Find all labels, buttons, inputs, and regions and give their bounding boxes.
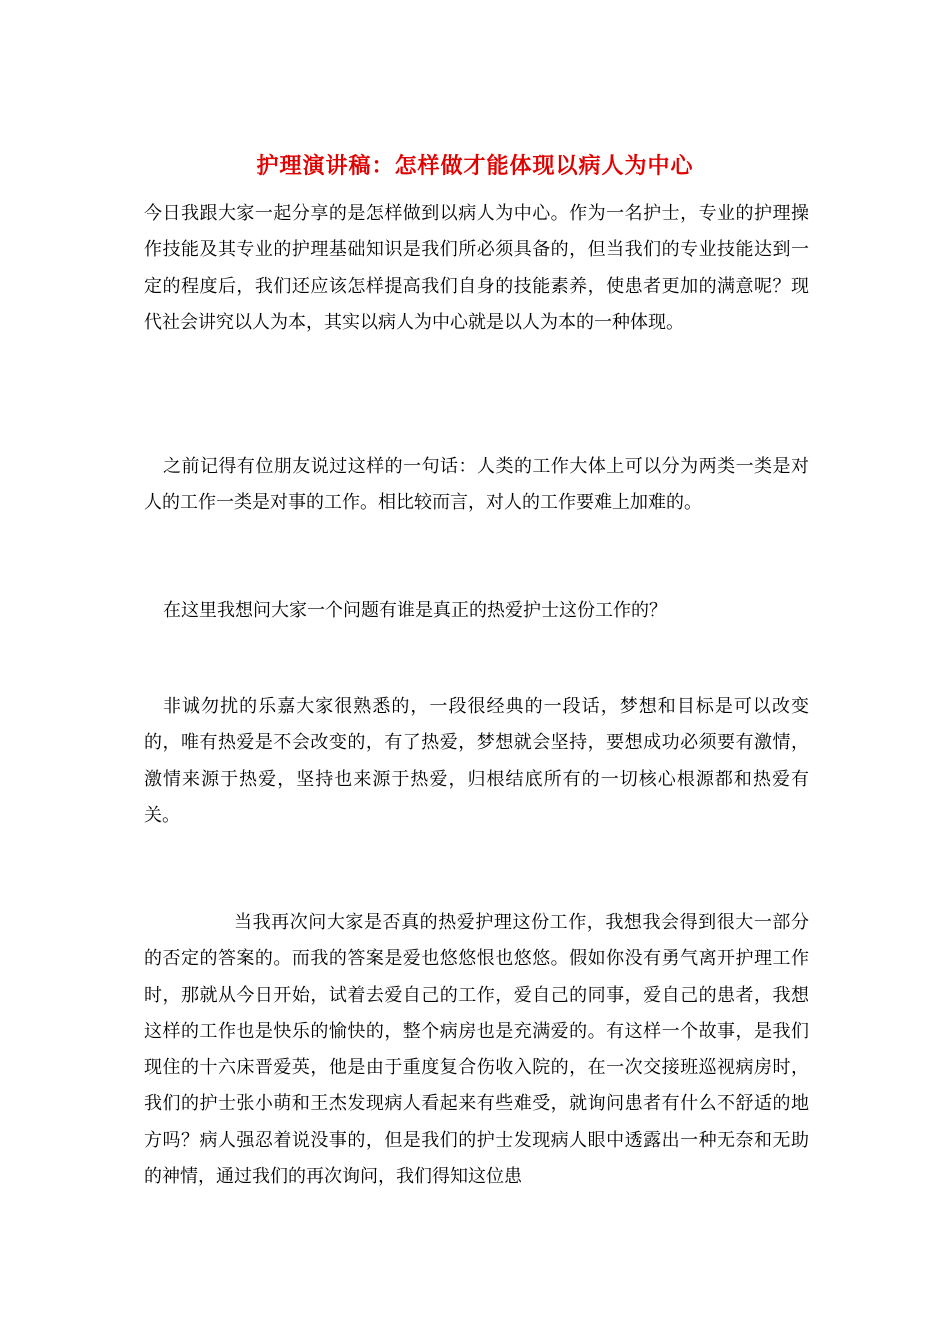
paragraph-4: 非诚勿扰的乐嘉大家很熟悉的，一段很经典的一段话，梦想和目标是可以改变的，唯有热爱是不会改变的，有了热爱，梦想就会坚持，要想成功必须要有激情，激情来源于热爱，坚持也来源于热爱，归根结底所有的一切核心根源都和热爱有关。	[144, 696, 809, 826]
document-title: 护理演讲稿：怎样做才能体现以病人为中心	[256, 153, 694, 179]
paragraph-5: 当我再次问大家是否真的热爱护理这份工作，我想我会得到很大一部分的否定的答案的。而我的答案是爱也悠悠恨也悠悠。假如你没有勇气离开护理工作时，那就从今日开始，试着去爱自己的工作，爱自己的同事，爱自己的患者，我想这样的工作也是快乐的愉快的，整个病房也是充满爱的。有这样一个故事，是我们现住的十六床晋爱英，他是由于重度复合伤收入院的，在一次交接班巡视病房时，我们的护士张小萌和王杰发现病人看起来有些难受，就询问患者有什么不舒适的地方吗？病人强忍着说没事的，但是我们的护士发现病人眼中透露出一种无奈和无助的神情，通过我们的再次询问，我们得知这位患	[144, 912, 809, 1188]
paragraph-3: 在这里我想问大家一个问题有谁是真正的热爱护士这份工作的？	[163, 600, 667, 621]
paragraph-1: 今日我跟大家一起分享的是怎样做到以病人为中心。作为一名护士，专业的护理操作技能及其专业的护理基础知识是我们所必须具备的，但当我们的专业技能达到一定的程度后，我们还应该怎样提高我们自身的技能素养，使患者更加的满意呢？现代社会讲究以人为本，其实以病人为中心就是以人为本的一种体现。	[144, 203, 809, 333]
paragraph-2: 之前记得有位朋友说过这样的一句话：人类的工作大体上可以分为两类一类是对人的工作一类是对事的工作。相比较而言，对人的工作要难上加难的。	[144, 456, 809, 514]
